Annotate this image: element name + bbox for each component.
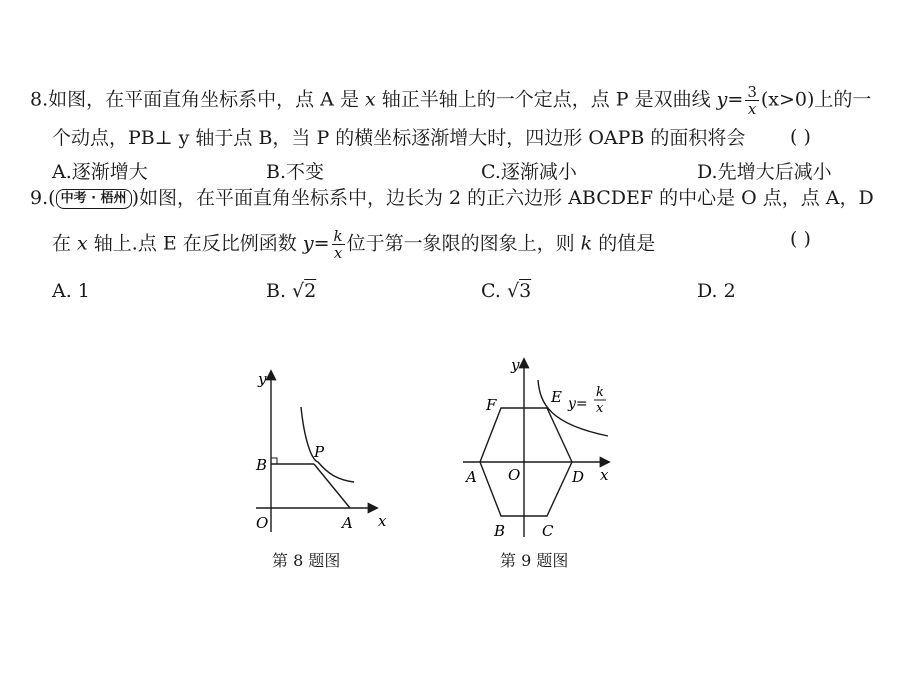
q9-answer-parentheses: ( ) [790, 228, 811, 250]
q9-option-b-prefix: B. [266, 280, 293, 302]
q9-text-1: 如图，在平面直角坐标系中，边长为 2 的正六边形 ABCDEF 的中心是 O 点，点 A，D [138, 187, 874, 209]
q8-fraction [745, 84, 759, 117]
fig8-hyperbola [301, 407, 354, 482]
fig8-label-b: B [256, 456, 268, 474]
figure-8-caption: 第 8 题图 [272, 551, 341, 570]
q8-option-c: C.逐渐减小 [481, 161, 577, 183]
q8-text-1a: 如图，在平面直角坐标系中，点 A 是 [48, 88, 365, 111]
q8-x-variable: x [364, 88, 376, 111]
fig9-label-f: F [486, 396, 497, 414]
q8-fraction-numerator: 3 [747, 83, 757, 101]
q9-text-2a: 在 [52, 232, 78, 255]
fig9-label-x: x [600, 466, 609, 484]
fig9-label-c: C [542, 522, 554, 540]
q9-option-b: B. √2 [266, 280, 317, 302]
figure-8 [246, 362, 396, 542]
q9-option-a: A. 1 [52, 280, 90, 302]
fig9-label-e: E [551, 388, 562, 406]
fig9-label-d: D [572, 468, 585, 486]
q9-text-2d: 的值是 [592, 232, 656, 255]
q9-option-c: C. √3 [481, 280, 532, 302]
q8-line1 [30, 84, 871, 117]
q9-fraction-numerator: k [333, 227, 343, 245]
q8-option-d: D.先增大后减小 [697, 161, 832, 183]
q8-fraction-denominator: x [747, 100, 757, 118]
fig9-equation-denominator: x [596, 401, 604, 416]
q8-option-a: A.逐渐增大 [52, 161, 148, 183]
fig8-right-angle-mark [271, 458, 277, 464]
q9-text-2c: 位于第一象限的图象上，则 [346, 232, 581, 255]
q8-line2 [52, 126, 745, 150]
q8-answer-parentheses: ( ) [790, 126, 811, 148]
q9-line1: 9.( 中考 · 梧州 )如图，在平面直角坐标系中，边长为 2 的正六边形 ABCDEF 的中心是 O 点，点 A，D [30, 187, 874, 209]
q9-option-b-radicand: 2 [304, 280, 317, 302]
fig9-label-o: O [508, 466, 521, 484]
q9-y-equals: y= [302, 232, 330, 255]
q8-text-1c: 上的一 [814, 88, 872, 111]
fig9-label-y: y [511, 356, 520, 374]
fig9-label-b: B [494, 522, 506, 540]
q8-text-2: 个动点，PB⊥ y 轴于点 B，当 P 的横坐标逐渐增大时，四边形 OAPB 的面积将会 [52, 127, 746, 149]
q9-fraction [332, 228, 345, 261]
fig8-segment-pa [314, 464, 350, 508]
q9-number: 9. [30, 187, 49, 209]
q9-option-d: D. 2 [697, 280, 736, 302]
fig8-label-a: A [342, 514, 353, 532]
fig8-label-y: y [258, 370, 267, 388]
q9-line2 [52, 228, 655, 261]
q8-number: 8. [30, 88, 49, 111]
fig9-equation-y: y= [568, 396, 588, 412]
q9-option-c-radicand: 3 [519, 280, 532, 302]
q8-option-b: B.不变 [266, 161, 325, 183]
q8-y-equals: y= [716, 88, 744, 111]
q8-text-1b: 轴正半轴上的一个定点，点 P 是双曲线 [375, 88, 717, 111]
fig8-label-x: x [378, 512, 387, 530]
q9-fraction-denominator: x [333, 244, 343, 262]
figure-9-caption: 第 9 题图 [500, 551, 569, 570]
q8-condition: (x>0) [760, 88, 815, 111]
q9-x-variable: x [77, 232, 88, 255]
q9-source-tag: 中考 · 梧州 [56, 189, 132, 209]
q9-text-2b: 轴上.点 E 在反比例函数 [87, 232, 303, 255]
q9-k-variable: k [580, 232, 593, 255]
fig8-label-p: P [314, 443, 325, 461]
q9-option-c-prefix: C. [481, 280, 507, 302]
figure-9 [458, 352, 618, 542]
fig9-label-a: A [466, 468, 477, 486]
fig8-label-o: O [256, 514, 269, 532]
fig9-equation-numerator: k [596, 385, 604, 400]
